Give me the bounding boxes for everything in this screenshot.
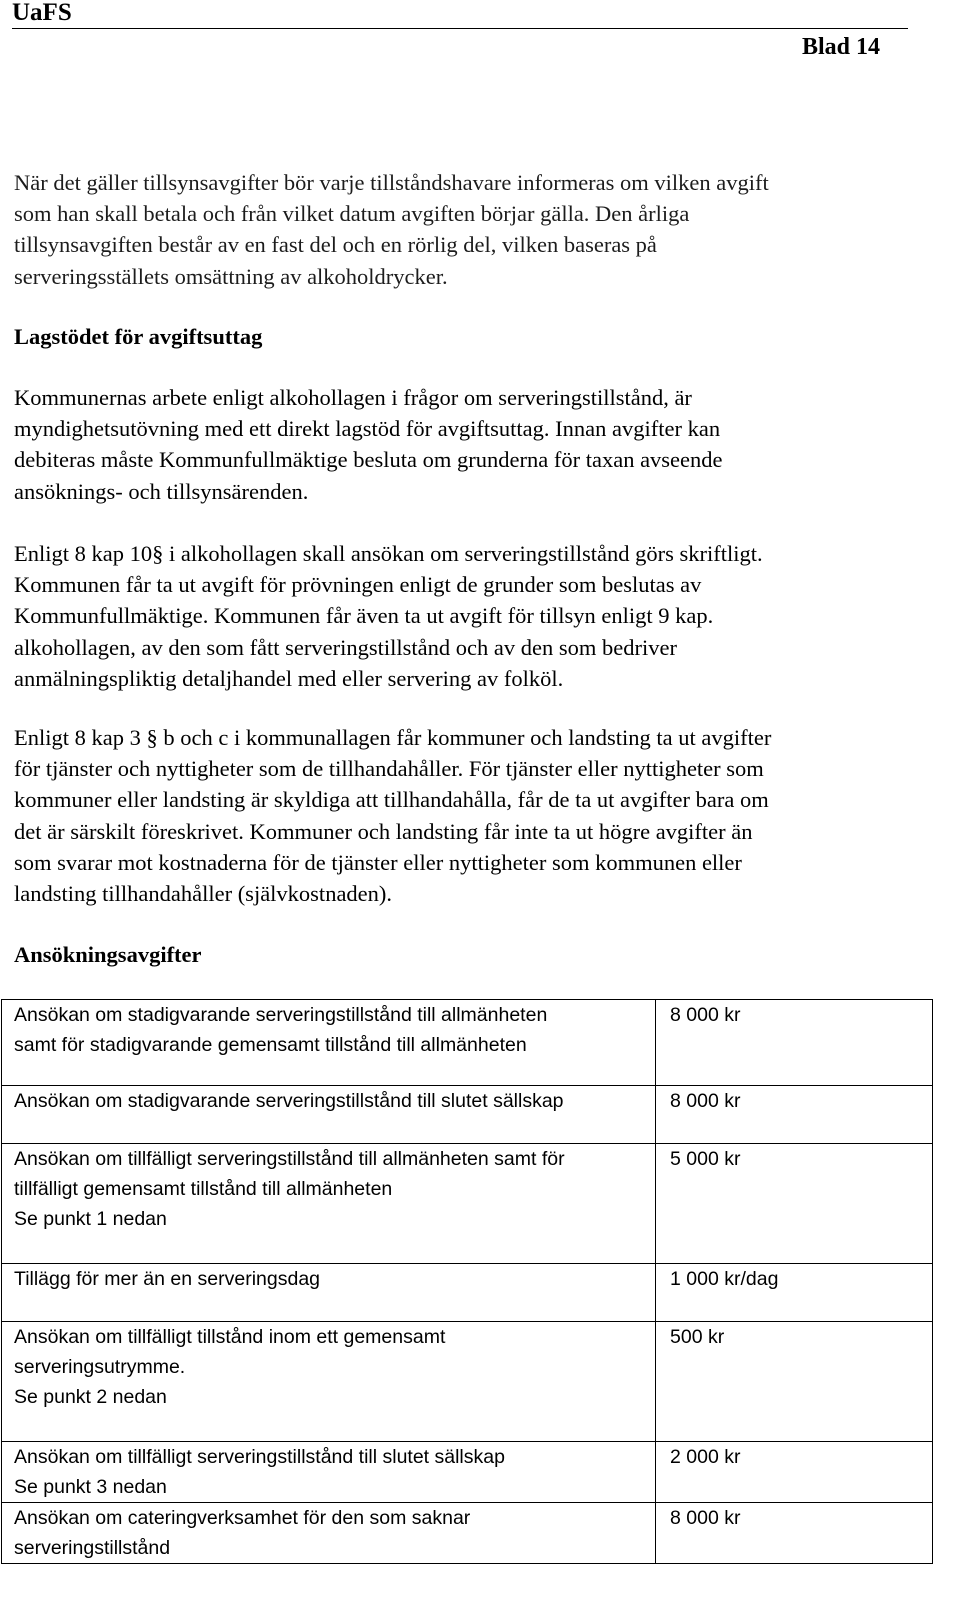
cell-text: samt för stadigvarande gemensamt tillstånd till allmänheten (14, 1034, 527, 1056)
cell-text: 8 000 kr (670, 1090, 741, 1112)
cell-text: Ansökan om tillfälligt tillstånd inom ett gemensamt (14, 1326, 446, 1348)
table-row (2, 1144, 933, 1264)
fee-description-cell (2, 1322, 656, 1442)
table-row (2, 1503, 933, 1564)
text-line: Enligt 8 kap 3 § b och c i kommunallagen får kommuner och landsting ta ut avgifter (14, 725, 772, 750)
fee-description-cell (2, 1000, 656, 1086)
cell-text: Se punkt 2 nedan (14, 1386, 167, 1408)
text-line: som han skall betala och från vilket datum avgiften börjar gälla. Den årliga (14, 201, 690, 227)
text-line: som svarar mot kostnaderna för de tjänster eller nyttigheter som kommunen eller (14, 849, 742, 875)
text-line: landsting tillhandahåller (självkostnaden). (14, 880, 393, 906)
fees-table (1, 999, 933, 1564)
text-line: Enligt 8 kap 10§ i alkohollagen skall ansökan om serveringstillstånd görs skriftligt. (14, 541, 763, 566)
text-line: När det gäller tillsynsavgifter bör varje tillståndshavare informeras om vilken avgift (14, 170, 769, 195)
fee-description-cell (2, 1264, 656, 1322)
text-line: debiteras måste Kommunfullmäktige besluta om grunderna för taxan avseende (14, 447, 723, 473)
paragraph-8-kap-10 (14, 538, 949, 694)
cell-text: Ansökan om cateringverksamhet för den som saknar (14, 1507, 471, 1529)
section-heading-lagstod: Lagstödet för avgiftsuttag (14, 324, 263, 349)
cell-text: tillfälligt gemensamt tillstånd till allmänheten (14, 1178, 393, 1200)
section-heading-ansokningsavgifter: Ansökningsavgifter (14, 942, 202, 967)
fee-description-cell (2, 1503, 656, 1564)
table-row (2, 1442, 933, 1503)
fee-amount-cell (656, 1000, 933, 1086)
cell-text: Ansökan om stadigvarande serveringstillstånd till allmänheten (14, 1004, 548, 1026)
cell-text: Ansökan om tillfälligt serveringstillstånd till allmänheten samt för (14, 1148, 565, 1170)
fee-amount-cell (656, 1503, 933, 1564)
text-line: tillsynsavgiften består av en fast del och en rörlig del, vilken baseras på (14, 232, 657, 258)
fee-description-cell (2, 1144, 656, 1264)
cell-text: serveringstillstånd (14, 1537, 171, 1559)
cell-text: 8 000 kr (670, 1004, 741, 1026)
fee-amount-cell (656, 1144, 933, 1264)
fee-amount-cell (656, 1086, 933, 1144)
cell-text: Ansökan om tillfälligt serveringstillstånd till slutet sällskap (14, 1446, 505, 1468)
paragraph-tillsynsavgifter (14, 167, 949, 292)
cell-text: Se punkt 3 nedan (14, 1476, 167, 1498)
fee-description-cell (2, 1086, 656, 1144)
cell-text: 1 000 kr/dag (670, 1268, 779, 1290)
cell-text: serveringsutrymme. (14, 1356, 186, 1378)
text-line: Kommunernas arbete enligt alkohollagen i frågor om serveringstillstånd, är (14, 385, 692, 410)
cell-text: Se punkt 1 nedan (14, 1208, 167, 1230)
text-line: serveringsställets omsättning av alkoholdrycker. (14, 263, 448, 289)
text-line: myndighetsutövning med ett direkt lagstöd för avgiftsuttag. Innan avgifter kan (14, 416, 721, 442)
text-line: kommuner eller landsting är skyldiga att tillhandahålla, får de ta ut avgifter bara om (14, 787, 769, 813)
fee-amount-cell (656, 1442, 933, 1503)
text-line: Kommunen får ta ut avgift för prövningen enligt de grunder som beslutas av (14, 572, 702, 598)
header-organization: UaFS (12, 0, 72, 26)
fee-description-cell (2, 1442, 656, 1503)
page-number: Blad 14 (801, 34, 880, 60)
header-rule (12, 28, 908, 29)
cell-text: Tillägg för mer än en serveringsdag (14, 1268, 321, 1290)
fee-amount-cell (656, 1264, 933, 1322)
cell-text: 500 kr (670, 1326, 725, 1348)
fee-amount-cell (656, 1322, 933, 1442)
table-row (2, 1086, 933, 1144)
cell-text: 5 000 kr (670, 1148, 741, 1170)
text-line: Kommunfullmäktige. Kommunen får även ta ut avgift för tillsyn enligt 9 kap. (14, 603, 714, 629)
paragraph-kommunernas-arbete (14, 382, 949, 507)
paragraph-8-kap-3 (14, 722, 949, 909)
text-line: för tjänster och nyttigheter som de tillhandahåller. För tjänster eller nyttigheter som (14, 756, 764, 782)
cell-text: 2 000 kr (670, 1446, 741, 1468)
table-row (2, 1264, 933, 1322)
text-line: anmälningspliktig detaljhandel med eller servering av folköl. (14, 665, 564, 691)
table-row (2, 1322, 933, 1442)
table-row (2, 1000, 933, 1086)
text-line: ansöknings- och tillsynsärenden. (14, 478, 309, 504)
text-line: alkohollagen, av den som fått serveringstillstånd och av den som bedriver (14, 634, 677, 660)
cell-text: 8 000 kr (670, 1507, 741, 1529)
cell-text: Ansökan om stadigvarande serveringstillstånd till slutet sällskap (14, 1090, 564, 1112)
text-line: det är särskilt föreskrivet. Kommuner och landsting får inte ta ut högre avgifter än (14, 818, 753, 844)
